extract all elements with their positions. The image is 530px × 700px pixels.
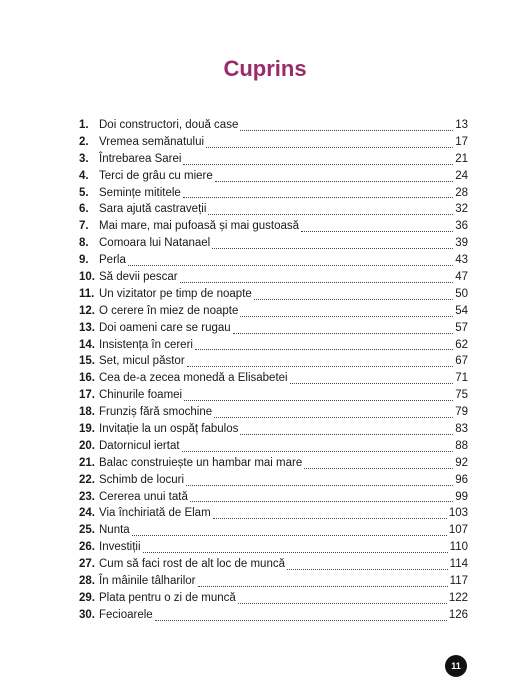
toc-entry-page: 43 — [455, 254, 468, 267]
toc-entry-number: 10. — [79, 271, 95, 284]
dot-leader — [254, 298, 453, 300]
toc-entry-number: 30. — [79, 608, 95, 621]
dot-leader — [186, 484, 453, 486]
toc-entry-title: Cea de-a zecea monedă a Elisabetei — [99, 372, 288, 385]
dot-leader — [128, 264, 453, 266]
dot-leader — [155, 619, 447, 621]
toc-entry-title: O cerere în miez de noapte — [99, 304, 239, 317]
dot-leader — [301, 230, 453, 232]
dot-leader — [132, 534, 447, 536]
toc-entry — [79, 218, 468, 235]
dot-leader — [187, 365, 454, 367]
toc-entry-page: 50 — [455, 287, 468, 300]
dot-leader — [190, 500, 453, 502]
dot-leader — [183, 163, 453, 165]
toc-entry-number: 27. — [79, 558, 95, 571]
toc-entry-page: 71 — [455, 372, 468, 385]
toc-entry-number: 14. — [79, 338, 95, 351]
toc-entry-page: 96 — [455, 473, 468, 486]
toc-entry-page: 57 — [455, 321, 468, 334]
toc-entry-page: 67 — [455, 355, 468, 368]
toc-entry-title: Cum să faci rost de alt loc de muncă — [99, 558, 285, 571]
dot-leader — [206, 146, 453, 148]
toc-entry-page: 92 — [455, 456, 468, 469]
toc-entry — [79, 573, 468, 590]
toc-entry-number: 7. — [79, 220, 89, 233]
toc-entry-title: Frunziș fără smochine — [99, 406, 213, 419]
toc-entry — [79, 421, 468, 438]
toc-entry — [79, 590, 468, 607]
toc-entry — [79, 607, 468, 624]
dot-leader — [143, 551, 448, 553]
toc-entry — [79, 303, 468, 320]
table-of-contents — [79, 117, 468, 624]
toc-entry-title: Chinurile foamei — [99, 389, 183, 402]
dot-leader — [213, 517, 447, 519]
toc-entry-number: 24. — [79, 507, 95, 520]
toc-entry — [79, 438, 468, 455]
toc-entry — [79, 370, 468, 387]
toc-entry-title: Investiții — [99, 541, 141, 554]
dot-leader — [208, 213, 453, 215]
toc-entry-title: Plata pentru o zi de muncă — [99, 591, 236, 604]
toc-entry-page: 126 — [448, 608, 468, 621]
toc-entry — [79, 320, 468, 337]
toc-entry-title: Comoara lui Natanael — [99, 237, 211, 250]
toc-entry — [79, 235, 468, 252]
toc-entry-number: 18. — [79, 406, 95, 419]
toc-entry — [79, 117, 468, 134]
toc-entry-number: 28. — [79, 575, 95, 588]
toc-entry-page: 21 — [455, 152, 468, 165]
dot-leader — [233, 332, 454, 334]
toc-entry-page: 47 — [455, 271, 468, 284]
dot-leader — [198, 585, 448, 587]
toc-entry-number: 13. — [79, 321, 95, 334]
dot-leader — [240, 433, 453, 435]
toc-entry-title: Schimb de locuri — [99, 473, 185, 486]
toc-entry-number: 15. — [79, 355, 95, 368]
toc-entry-number: 26. — [79, 541, 95, 554]
toc-entry-title: Vremea semănatului — [99, 135, 205, 148]
dot-leader — [212, 247, 453, 249]
toc-entry — [79, 337, 468, 354]
toc-entry-page: 24 — [455, 169, 468, 182]
page-number-badge: 11 — [445, 655, 467, 677]
toc-entry-title: Semințe mititele — [99, 186, 181, 199]
toc-entry-page: 54 — [455, 304, 468, 317]
page-title: Cuprins — [223, 56, 307, 81]
toc-entry-title: Sara ajută castraveții — [99, 203, 207, 216]
dot-leader — [240, 129, 453, 131]
toc-entry-title: Cererea unui tată — [99, 490, 188, 503]
toc-entry — [79, 522, 468, 539]
toc-entry-page: 122 — [448, 591, 468, 604]
toc-entry-number: 8. — [79, 237, 89, 250]
toc-entry-title: Via închiriată de Elam — [99, 507, 211, 520]
toc-entry-number: 19. — [79, 423, 95, 436]
toc-entry-number: 3. — [79, 152, 89, 165]
toc-entry-number: 12. — [79, 304, 95, 317]
toc-entry-title: Nunta — [99, 524, 130, 537]
toc-entry-number: 25. — [79, 524, 95, 537]
toc-entry-number: 23. — [79, 490, 95, 503]
toc-entry-number: 16. — [79, 372, 95, 385]
toc-entry-page: 13 — [455, 119, 468, 131]
toc-entry — [79, 539, 468, 556]
toc-entry — [79, 455, 468, 472]
toc-entry-page: 88 — [455, 439, 468, 452]
dot-leader — [182, 450, 454, 452]
toc-entry-page: 32 — [455, 203, 468, 216]
dot-leader — [180, 281, 454, 283]
toc-entry-number: 22. — [79, 473, 95, 486]
toc-entry-page: 114 — [449, 558, 468, 571]
toc-entry-title: Un vizitator pe timp de noapte — [99, 287, 252, 300]
toc-entry-page: 107 — [448, 524, 468, 537]
toc-entry-title: Doi constructori, două case — [99, 119, 239, 131]
toc-entry — [79, 269, 468, 286]
toc-entry — [79, 387, 468, 404]
toc-entry — [79, 472, 468, 489]
toc-entry — [79, 168, 468, 185]
toc-entry-number: 1. — [79, 119, 89, 131]
toc-entry — [79, 404, 468, 421]
dot-leader — [287, 568, 448, 570]
toc-entry-number: 29. — [79, 591, 95, 604]
toc-entry-page: 39 — [455, 237, 468, 250]
toc-entry — [79, 505, 468, 522]
toc-entry-page: 83 — [455, 423, 468, 436]
dot-leader — [184, 399, 453, 401]
toc-entry-title: Să devii pescar — [99, 271, 178, 284]
toc-entry-page: 75 — [455, 389, 468, 402]
toc-entry-title: În mâinile tâlharilor — [99, 575, 196, 588]
toc-entry-page: 103 — [448, 507, 468, 520]
toc-entry — [79, 353, 468, 370]
dot-leader — [290, 382, 454, 384]
toc-entry-number: 20. — [79, 439, 95, 452]
dot-leader — [304, 467, 453, 469]
toc-entry-number: 5. — [79, 186, 89, 199]
dot-leader — [238, 602, 447, 604]
toc-entry-page: 79 — [455, 406, 468, 419]
toc-entry-number: 17. — [79, 389, 95, 402]
toc-entry-number: 9. — [79, 254, 89, 267]
toc-entry-title: Datornicul iertat — [99, 439, 180, 452]
toc-entry-number: 4. — [79, 169, 89, 182]
toc-entry-title: Întrebarea Sarei — [99, 152, 182, 165]
toc-entry-page: 110 — [449, 541, 468, 554]
toc-entry — [79, 252, 468, 269]
dot-leader — [195, 348, 453, 350]
dot-leader — [215, 180, 453, 182]
toc-entry-number: 21. — [79, 456, 95, 469]
toc-entry-page: 17 — [455, 135, 468, 148]
toc-entry-title: Set, micul păstor — [99, 355, 185, 368]
toc-entry — [79, 556, 468, 573]
dot-leader — [183, 196, 453, 198]
toc-entry-page: 28 — [455, 186, 468, 199]
toc-entry — [79, 185, 468, 202]
toc-entry-page: 36 — [455, 220, 468, 233]
toc-entry-number: 6. — [79, 203, 89, 216]
dot-leader — [240, 315, 453, 317]
toc-entry-number: 2. — [79, 135, 89, 148]
toc-entry — [79, 286, 468, 303]
toc-entry-number: 11. — [79, 287, 95, 300]
dot-leader — [214, 416, 453, 418]
toc-entry-title: Insistența în cereri — [99, 338, 193, 351]
toc-entry — [79, 489, 468, 506]
toc-entry-title: Terci de grâu cu miere — [99, 169, 213, 182]
toc-entry — [79, 201, 468, 218]
toc-entry-title: Invitație la un ospăț fabulos — [99, 423, 239, 436]
toc-entry-title: Perla — [99, 254, 126, 267]
toc-entry-title: Doi oameni care se rugau — [99, 321, 231, 334]
toc-entry-title: Mai mare, mai pufoasă și mai gustoasă — [99, 220, 300, 233]
toc-entry — [79, 134, 468, 151]
toc-entry-page: 117 — [449, 575, 468, 588]
toc-entry-page: 99 — [455, 490, 468, 503]
toc-entry-page: 62 — [455, 338, 468, 351]
toc-entry-title: Balac construiește un hambar mai mare — [99, 456, 303, 469]
toc-entry — [79, 151, 468, 168]
toc-entry-title: Fecioarele — [99, 608, 153, 621]
